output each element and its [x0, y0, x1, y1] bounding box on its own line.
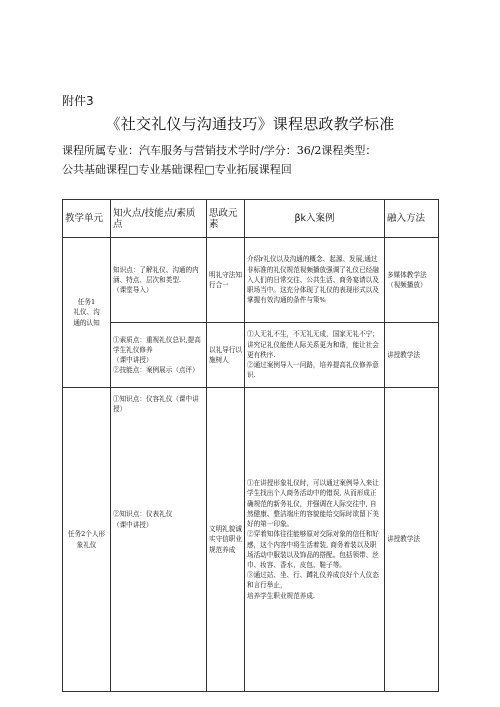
header-methods: 融入方法: [385, 200, 439, 238]
course-info-line-1: 课程所属专业：汽车服务与营销技术学时/学分：36/2课程类型：: [62, 144, 377, 157]
unit-2-knowledge-1: ①知识点：仪容礼仪（课中讲授）: [113, 395, 199, 414]
attachment-label: 附件3: [62, 94, 94, 108]
unit-1-case-2: ①人无礼不生，不无礼无成，国家无礼不宁；讲究记礼仪能使人际关系更为和谐，能让社会更有秩序. ②通过案例导入一问路，培养提高礼仪修养意识.: [245, 323, 385, 388]
unit-1-knowledge-1: 知识点：了解礼仪、沟通的内涵、特点、层次和类型. （课堂导入）: [111, 238, 207, 323]
header-cases: βk入案例: [245, 200, 385, 238]
unit-1-knowledge-2: ①素质点：重视礼仪总识,提高学生礼仪修养 （课中讲授） ②技能点：案例展示（点评）: [111, 323, 207, 388]
course-info-line-2: 公共基础课程□专业基础课程□专业拓展课程回: [62, 163, 292, 176]
header-knowledge-points: 知火点/技能点/素质点: [111, 200, 207, 238]
unit-2-knowledge-2: ②知识点：仪表礼仪 （课中讲授）: [113, 510, 173, 529]
unit-2-name: 任务2个人形象礼仪: [63, 388, 111, 692]
unit-1-element-2: 以礼导行以施树人: [207, 323, 245, 388]
unit-1-method-1: 多媒体教学法（视频播放）: [385, 238, 439, 323]
unit-1-element-1: 明礼守法知行合一: [207, 238, 245, 323]
unit-2-element: 文明礼貌诚实守信职业规范养成: [207, 388, 245, 692]
unit-1-case-1: 介绍r礼仪以及沟通的概念、起源、发展,通过非标准的礼仪规范视频播放强调了礼仪已经融入人们的日常交往、公共生活、商务宴请以及职场当中。这充分体现了礼仪的表现形式以及掌握有效沟通的条件与策%: [245, 238, 385, 323]
table-row: [63, 388, 439, 692]
unit-2-method: 讲授教学法: [385, 388, 439, 692]
unit-1-method-2: 讲授教学法: [385, 323, 439, 388]
unit-2-knowledge: [111, 388, 207, 692]
document-title: 《社交礼仪与沟通技巧》课程思政教学标准: [105, 115, 395, 133]
unit-1-name: 任务1 礼仪、沟 通的认知: [63, 238, 111, 388]
header-ideological-elements: 思政元素: [207, 200, 245, 238]
teaching-standard-table: [62, 199, 439, 692]
table-row: [63, 323, 439, 388]
unit-2-case: ①在讲授形象礼仪时，可以通过案例导入来让学生找出个人商务活动中的错误, 从而形成正确规范的新务礼仪，并强调在人际交往中, 自然健康、整洁端庄的容貌能给交际时欲留下美好的第一印象。 ②穿着知体往往能够原对交际对象的信任和好感，这个内容中将生活着装, 商务着装以及职场活动中服装以及饰品的搭配。包括领带、丝巾、妆容、香水、皮包、鞋子等。 ③通过站、坐、行、蹲礼仪养成良好个人仪态和言行举止， 培养学生职业规范养成.: [245, 388, 385, 692]
table-header-row: [63, 200, 439, 238]
table-row: [63, 238, 439, 323]
header-teaching-unit: 教学单元: [63, 200, 111, 238]
